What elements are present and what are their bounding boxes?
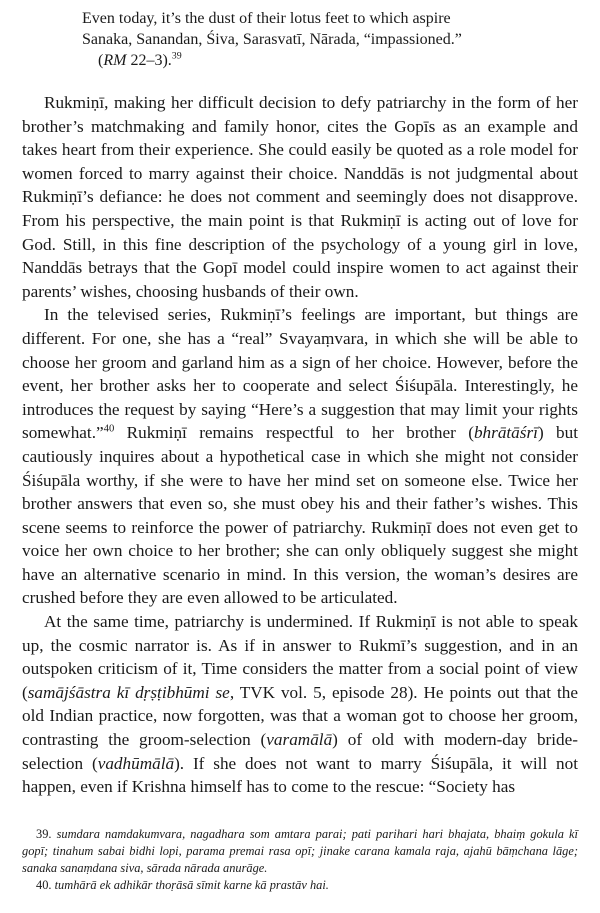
footnote-marker-39: 39 xyxy=(171,50,182,62)
paragraph-3-part-3: ) of old with modern-day bride-selection ( xyxy=(22,730,578,773)
body-text xyxy=(22,91,578,799)
quote-line-2: Sanaka, Sanandan, Śiva, Sarasvatī, Nārada, “impassioned.” xyxy=(82,31,462,48)
paragraph-2-part-2: Rukmiṇī remains respectful to her brother ( xyxy=(114,423,474,443)
footnote-text: sumdara namdakumvara, nagadhara som amtara parai; pati parihari hari bhajata, bhaiṃ gokula kī gopī; tinahum sabai bidhi lopi, parama premai rasa opī; jinake carana kamala raja, ajahū bāṃchana lāge; sanaka sanaṃdana siva, sārada nārada anurāge. xyxy=(22,827,578,875)
reference-pages: 22–3). xyxy=(126,52,172,69)
reference-open-paren: ( xyxy=(98,52,104,69)
term-samajsastra: samājśāstra kī dṛṣṭibhūmi se xyxy=(27,682,230,702)
paragraph-1: Rukmiṇī, making her difficult decision to defy patriarchy in the form of her brother’s matchmaking and family honor, cites the Gopīs as an example and takes heart from their experience. She could easily be quoted as a role model for women forced to marry against their choice. Nanddās is not judgmental about Rukmiṇī’s defiance: he does not comment and seemingly does not disapprove. From his perspective, the main point is that Rukmiṇī is acting out of love for God. Still, in this fine description of the psychology of a young girl in love, Nanddās betrays that the Gopī model could inspire women to act against their parents’ wishes, choosing husbands of their own. xyxy=(22,93,578,301)
footnote-marker-40: 40 xyxy=(103,423,115,435)
footnote-text: tumhārā ek adhikār thoṛāsā sīmit karne kā prastāv hai. xyxy=(54,878,329,892)
paragraph-3 xyxy=(22,610,578,799)
paragraph-2 xyxy=(22,303,578,610)
footnote-40 xyxy=(22,877,578,894)
footnote-number: 40. xyxy=(36,878,52,892)
term-bhratasri: bhrātāśrī xyxy=(473,423,538,443)
term-varamala: varamālā xyxy=(266,730,333,750)
block-quote xyxy=(82,8,572,71)
reference-source: RM xyxy=(103,52,127,69)
paragraph-2-part-3: ) but cautiously inquires about a hypothetical case in which she might not consider Śiśupāla worthy, if she were to have her mind set on someone else. Twice her brother answers that even so, she must obey his and their father’s wishes. This scene seems to reinforce the power of patriarchy. Rukmiṇī does not even get to voice her own choice to her brother; she can only obliquely suggest she might have an alternative scenario in mind. In this version, the woman’s desires are crushed before they are even allowed to be articulated. xyxy=(22,423,579,608)
paragraph-3-part-1: At the same time, patriarchy is undermined. If Rukmiṇī is not able to speak up, the cosmic narrator is. As if in answer to Rukmī’s suggestion, and in an outspoken criticism of it, Time considers the matter from a social point of view ( xyxy=(22,612,578,702)
footnote-number: 39. xyxy=(36,827,52,841)
footnotes xyxy=(22,826,578,894)
quote-reference xyxy=(82,50,572,71)
term-vadhumala: vadhūmālā xyxy=(97,753,175,773)
paragraph-3-part-2: , TVK vol. 5, episode 28). He points out that the old Indian practice, now forgotten, was that a woman got to choose her groom, contrasting the groom-selection ( xyxy=(22,682,578,750)
paragraph-3-part-4: ). If she does not want to marry Śiśupāla, it will not happen, even if Krishna himself has to come to the rescue: “Society has xyxy=(22,753,579,797)
paragraph-2-part-1: In the televised series, Rukmiṇī’s feelings are important, but things are different. For one, she has a “real” Svayaṃvara, in which she will be able to choose her groom and garland him as a sign of her choice. However, before the event, her brother asks her to cooperate and select Śiśupāla. Interestingly, he introduces the request by saying “Here’s a suggestion that may limit your rights somewhat.” xyxy=(22,305,578,443)
quote-line-1: Even today, it’s the dust of their lotus feet to which aspire xyxy=(82,10,451,27)
footnote-39 xyxy=(22,826,578,877)
